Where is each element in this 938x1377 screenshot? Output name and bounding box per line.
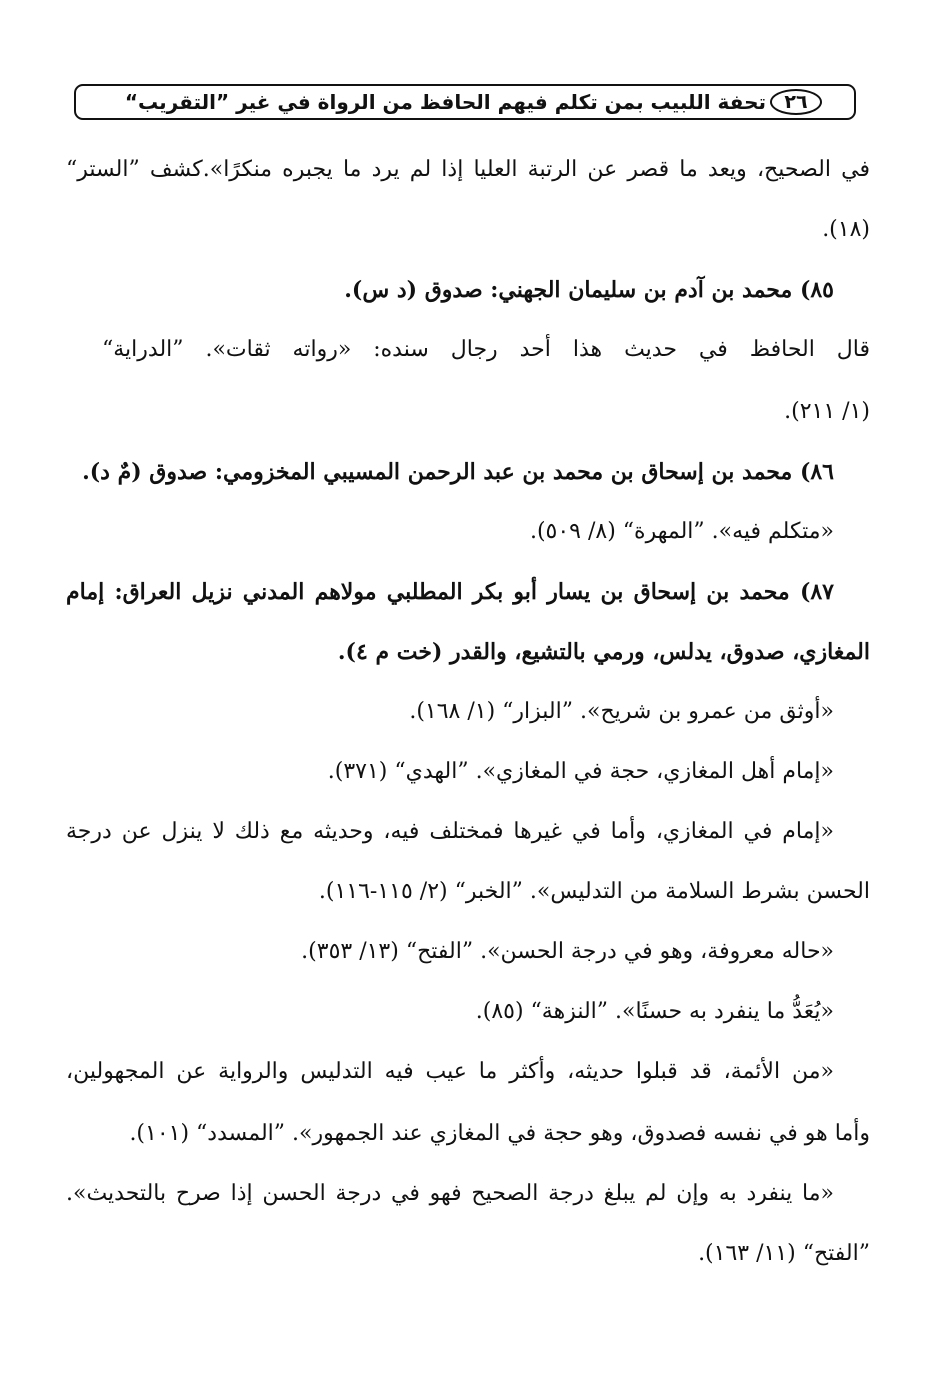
page-number: ٢٦ bbox=[770, 89, 822, 115]
text-line-10: «أوثق من عمرو بن شريح». ”البزار“ (١/ ١٦٨). bbox=[409, 699, 834, 724]
entry-85-heading: ٨٥) محمد بن آدم بن سليمان الجهني: صدوق (د س). bbox=[344, 277, 834, 303]
text-line-1: في الصحيح، ويعد ما قصر عن الرتبة العليا إذا لم يرد ما يجبره منكرًا».كشف ”الستر“ bbox=[66, 157, 870, 182]
entry-87-heading-cont: المغازي، صدوق، يدلس، ورمي بالتشيع، والقدر (خت م ٤). bbox=[337, 639, 870, 665]
text-line-11: «إمام أهل المغازي، حجة في المغازي». ”الهدي“ (٣٧١). bbox=[327, 759, 834, 784]
text-line-12: «إمام في المغازي، وأما في غيرها فمختلف فيه، وحديثه مع ذلك لا ينزل عن درجة bbox=[66, 819, 834, 844]
text-line-16: «من الأئمة، قد قبلوا حديثه، وأكثر ما عيب فيه التدليس والرواية عن المجهولين، bbox=[66, 1059, 834, 1084]
text-line-2: (١٨). bbox=[822, 217, 870, 242]
text-line-15: «يُعَدُّ ما ينفرد به حسنًا». ”النزهة“ (٨٥). bbox=[475, 999, 834, 1024]
text-line-4: قال الحافظ في حديث هذا أحد رجال سنده: «رواته ثقات». ”الدراية“ bbox=[102, 337, 870, 362]
text-line-14: «حاله معروفة، وهو في درجة الحسن». ”الفتح“ (١٣/ ٣٥٣). bbox=[301, 939, 834, 964]
header-title: تحفة اللبيب بمن تكلم فيهم الحافظ من الرواة في غير ”التقريب“ bbox=[124, 90, 766, 114]
entry-86-heading: ٨٦) محمد بن إسحاق بن محمد بن عبد الرحمن المسيبي المخزومي: صدوق (مٌ د). bbox=[82, 459, 834, 485]
text-line-18: «ما ينفرد به وإن لم يبلغ درجة الصحيح فهو في درجة الحسن إذا صرح بالتحديث». bbox=[66, 1181, 834, 1206]
text-line-5: (١/ ٢١١). bbox=[784, 399, 870, 424]
text-line-19: ”الفتح“ (١١/ ١٦٣). bbox=[698, 1241, 870, 1266]
running-header bbox=[74, 84, 856, 120]
text-line-13: الحسن بشرط السلامة من التدليس». ”الخبر“ (٢/ ١١٥-١١٦). bbox=[318, 879, 870, 904]
text-line-17: وأما هو في نفسه فصدوق، وهو حجة في المغازي عند الجمهور». ”المسدد“ (١٠١). bbox=[129, 1121, 870, 1146]
entry-87-heading: ٨٧) محمد بن إسحاق بن يسار أبو بكر المطلبي مولاهم المدني نزيل العراق: إمام bbox=[66, 579, 834, 605]
text-line-7: «متكلم فيه». ”المهرة“ (٨/ ٥٠٩). bbox=[529, 519, 834, 544]
